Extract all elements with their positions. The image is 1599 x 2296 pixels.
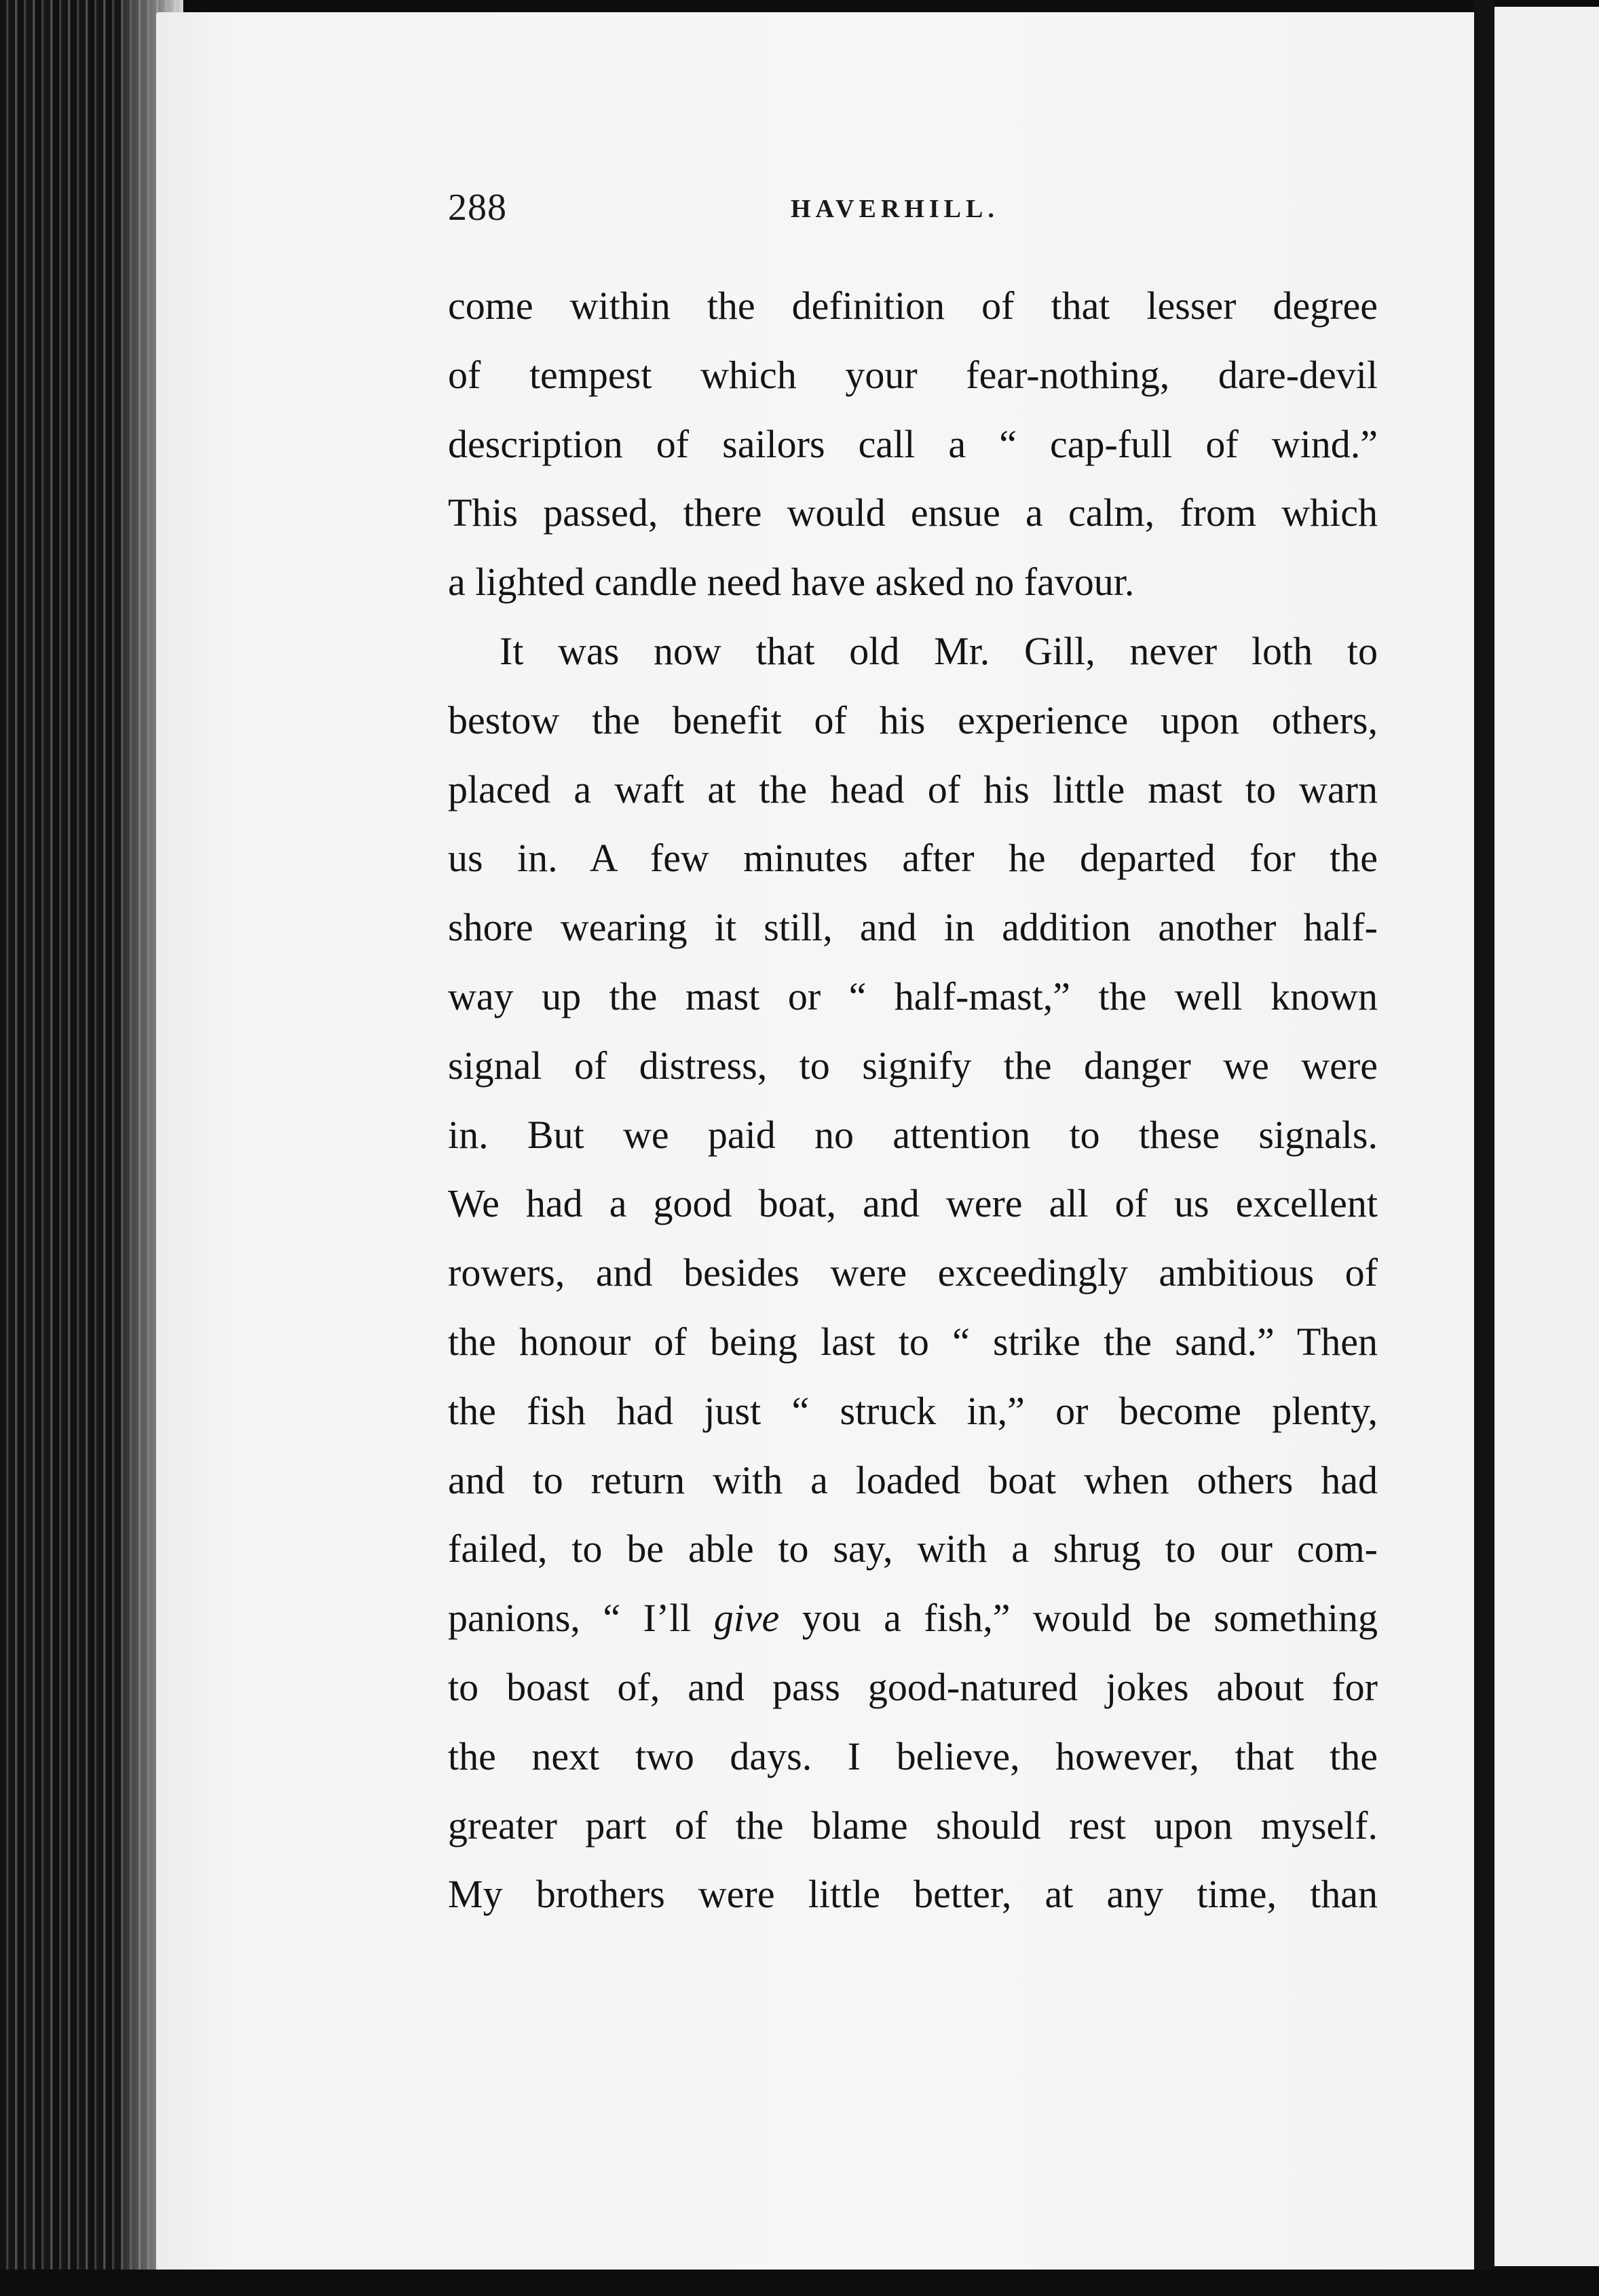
scan-border (0, 2270, 1599, 2296)
text-line: description of sailors call a “ cap-full of wind.” (448, 421, 1378, 466)
text-line: placed a waft at the head of his little mast to warn (448, 767, 1378, 811)
facing-page-edge (1494, 7, 1599, 2266)
text-line: of tempest which your fear-nothing, dare-devil (448, 352, 1378, 397)
text-line: We had a good boat, and were all of us excellent (448, 1181, 1378, 1226)
body-text (448, 271, 1378, 1929)
text-line: bestow the benefit of his experience upon others, (448, 697, 1378, 742)
text-line: us in. A few minutes after he departed for the (448, 836, 1378, 881)
running-head: HAVERHILL. (791, 195, 999, 223)
text-line: the honour of being last to “ strike the sand.” Then (448, 1319, 1378, 1364)
text-line: greater part of the blame should rest upon myself. (448, 1803, 1378, 1848)
italic-word: give (713, 1596, 780, 1641)
text-line: shore wearing it still, and in addition another half- (448, 905, 1378, 950)
text-line: the next two days. I believe, however, that the (448, 1734, 1378, 1778)
text-line: to boast of, and pass good-natured jokes about for (448, 1664, 1378, 1709)
text-line: failed, to be able to say, with a shrug to our com- (448, 1527, 1378, 1571)
text-line: and to return with a loaded boat when others had (448, 1457, 1378, 1502)
text-line: way up the mast or “ half-mast,” the well known (448, 974, 1378, 1018)
text-line: come within the definition of that lesser degree (448, 284, 1378, 328)
text-line: a lighted candle need have asked no favour. (448, 560, 1135, 605)
text-line: signal of distress, to signify the danger we were (448, 1043, 1378, 1088)
page-number: 288 (448, 187, 507, 229)
text-segment: panions, “ I’ll (448, 1596, 692, 1641)
text-line: My brothers were little better, at any time, than (448, 1872, 1378, 1917)
page-header (448, 182, 1378, 243)
text-line: This passed, there would ensue a calm, from which (448, 491, 1378, 535)
text-line: rowers, and besides were exceedingly ambitious of (448, 1250, 1378, 1295)
book-gutter (1474, 0, 1494, 2296)
text-line: the fish had just “ struck in,” or become plenty, (448, 1388, 1378, 1433)
paragraph-first-line: It was now that old Mr. Gill, never loth to (500, 628, 1378, 673)
text-line: in. But we paid no attention to these signals. (448, 1112, 1378, 1157)
text-line-with-italic (448, 1584, 1378, 1653)
text-segment: you a fish,” would be something (802, 1596, 1378, 1641)
